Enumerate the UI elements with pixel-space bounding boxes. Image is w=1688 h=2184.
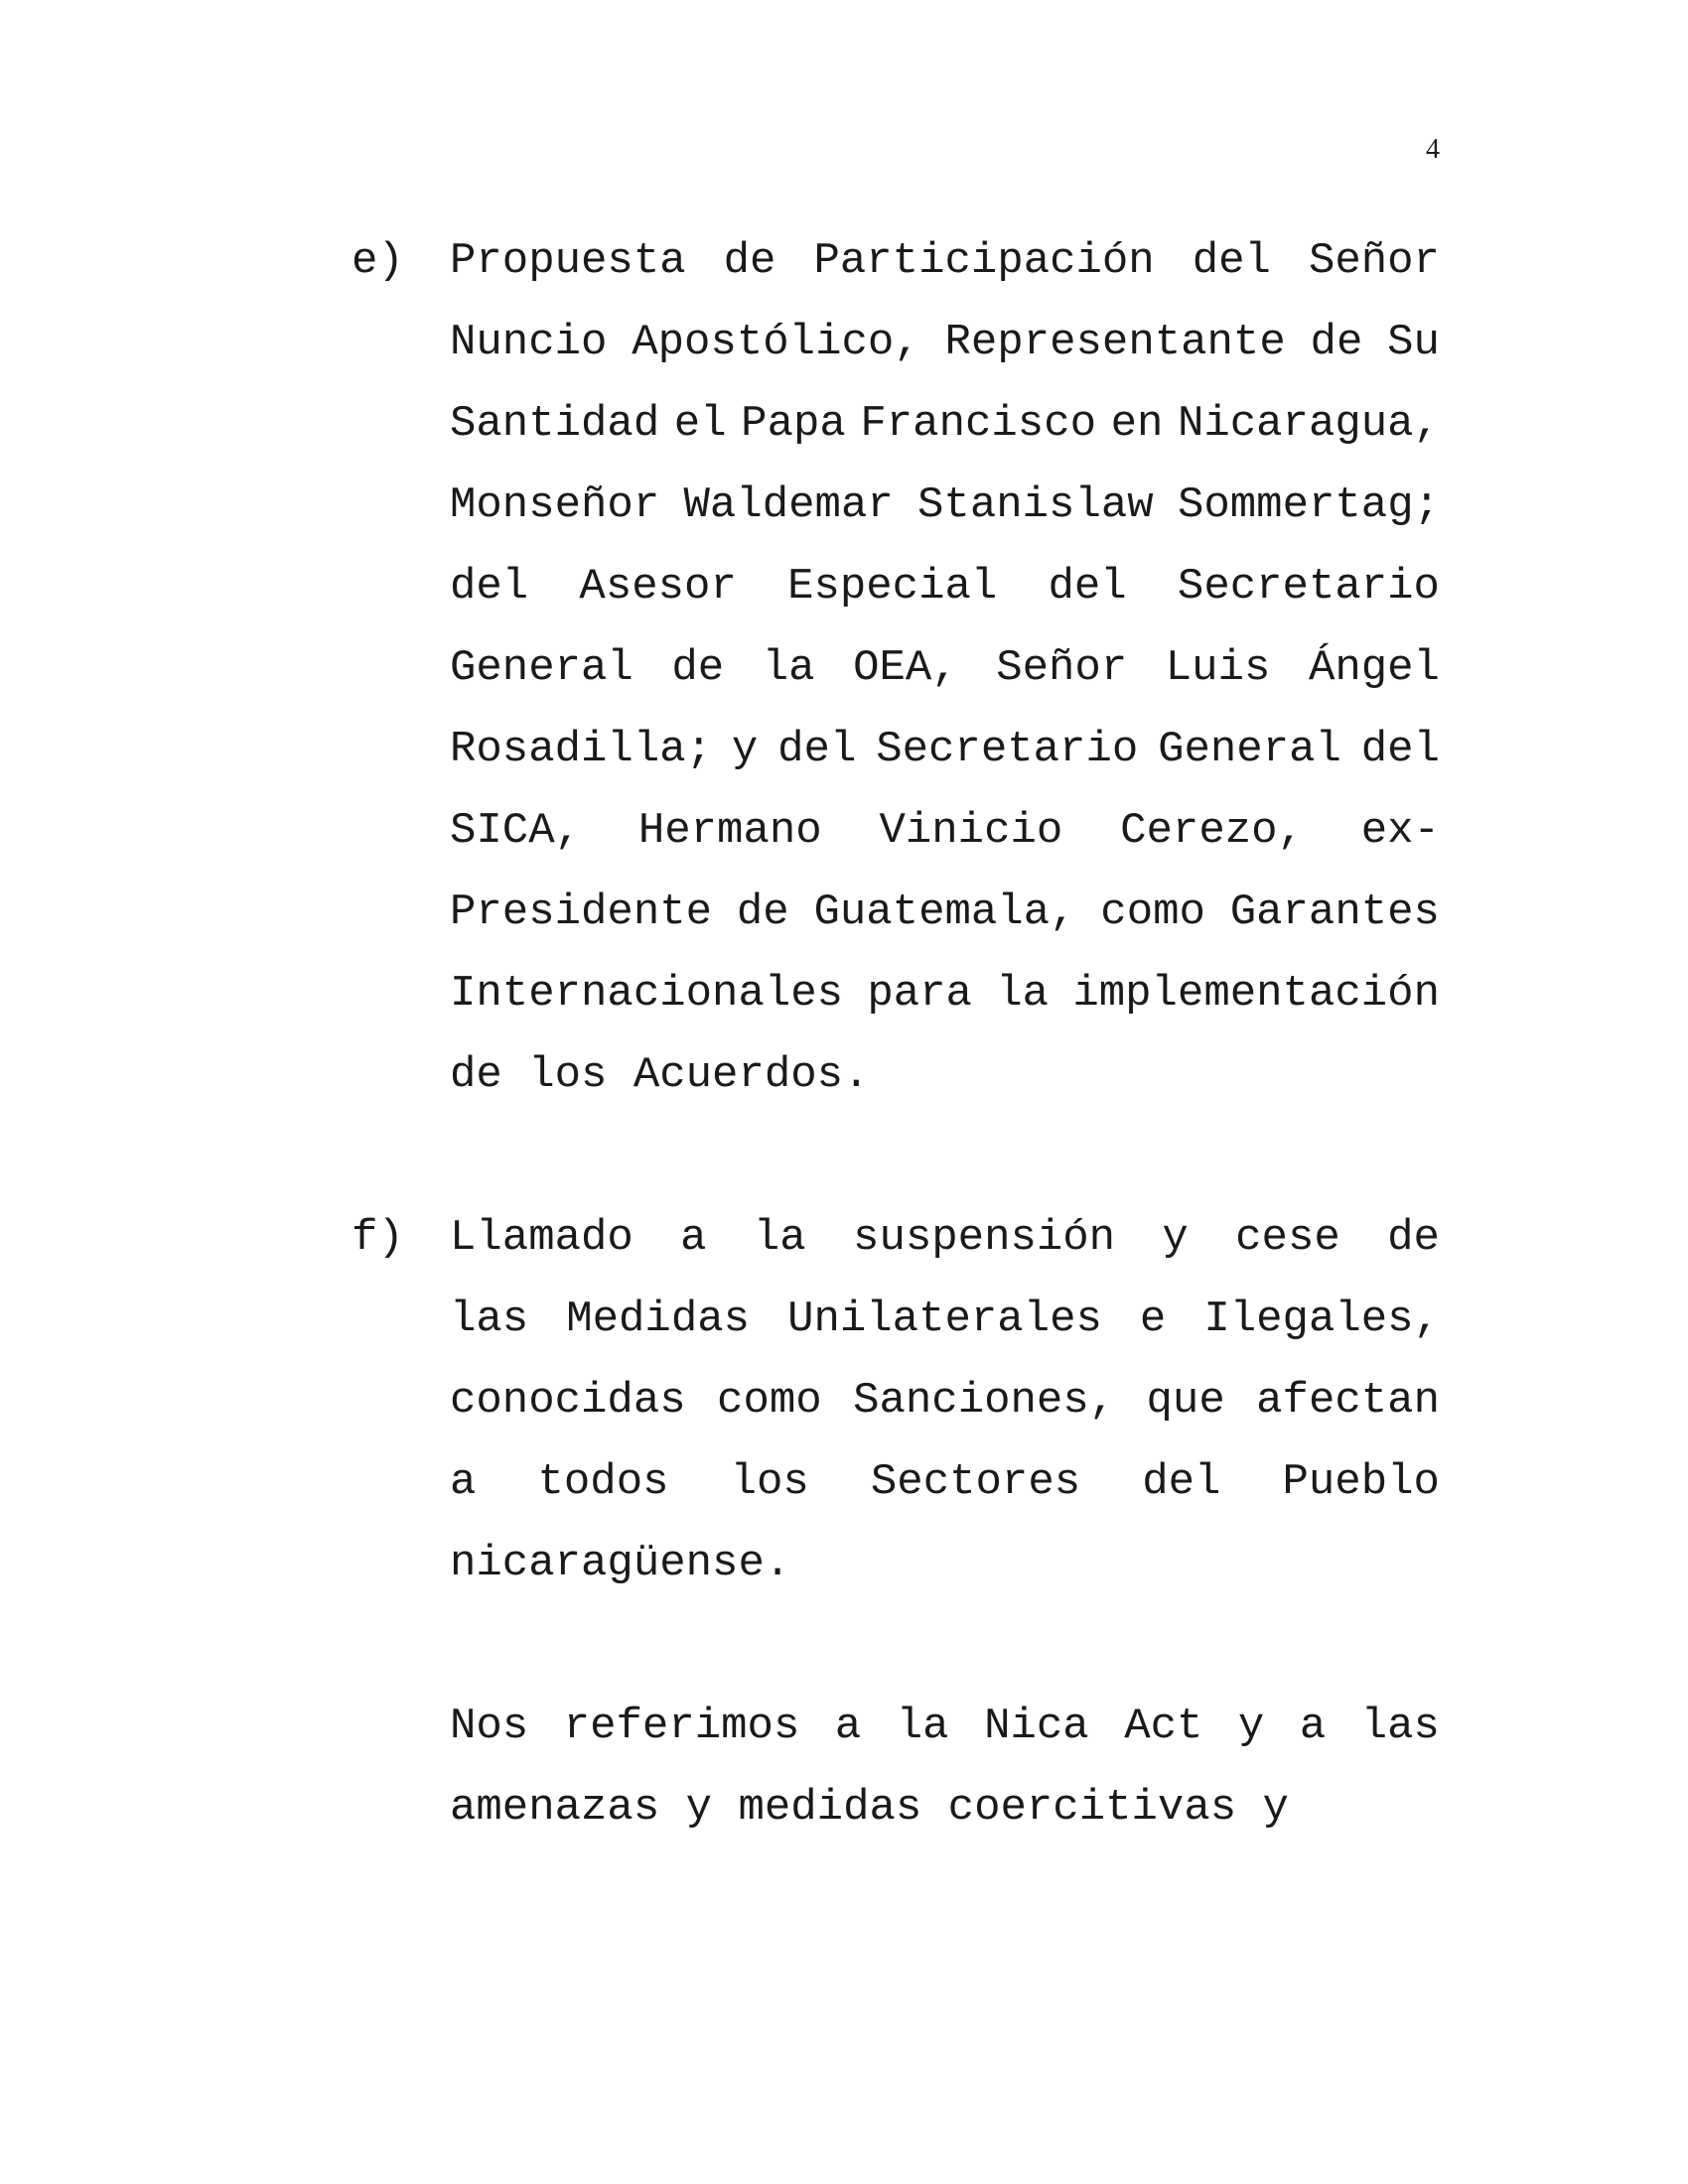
text-line: Santidad el Papa Francisco en Nicaragua, xyxy=(450,399,1440,449)
list-marker-e: e) xyxy=(352,236,404,286)
text-line: General de la OEA, Señor Luis Ángel xyxy=(450,643,1440,693)
text-line: Presidente de Guatemala, como Garantes xyxy=(450,887,1440,937)
text-line: del Asesor Especial del Secretario xyxy=(450,562,1440,612)
list-item-e-text xyxy=(450,220,1440,1116)
body-paragraph xyxy=(450,1686,1440,1848)
text-line: a todos los Sectores del Pueblo xyxy=(450,1457,1440,1507)
text-line: conocidas como Sanciones, que afectan xyxy=(450,1376,1440,1426)
list-marker-f: f) xyxy=(352,1213,404,1263)
text-line: Llamado a la suspensión y cese de xyxy=(450,1213,1440,1263)
text-line: las Medidas Unilaterales e Ilegales, xyxy=(450,1295,1440,1344)
text-line: Internacionales para la implementación xyxy=(450,969,1440,1019)
page-number: 4 xyxy=(1426,134,1440,165)
text-line: Propuesta de Participación del Señor xyxy=(450,236,1440,286)
list-item-f-text xyxy=(450,1197,1440,1604)
text-line: amenazas y medidas coercitivas y xyxy=(450,1783,1289,1833)
text-line: de los Acuerdos. xyxy=(450,1050,870,1100)
text-line: Nos referimos a la Nica Act y a las xyxy=(450,1702,1440,1751)
text-line: Rosadilla; y del Secretario General del xyxy=(450,725,1440,774)
text-line: nicaragüense. xyxy=(450,1539,791,1588)
text-line: Nuncio Apostólico, Representante de Su xyxy=(450,318,1440,367)
text-line: Monseñor Waldemar Stanislaw Sommertag; xyxy=(450,480,1440,530)
text-line: SICA, Hermano Vinicio Cerezo, ex- xyxy=(450,806,1440,856)
